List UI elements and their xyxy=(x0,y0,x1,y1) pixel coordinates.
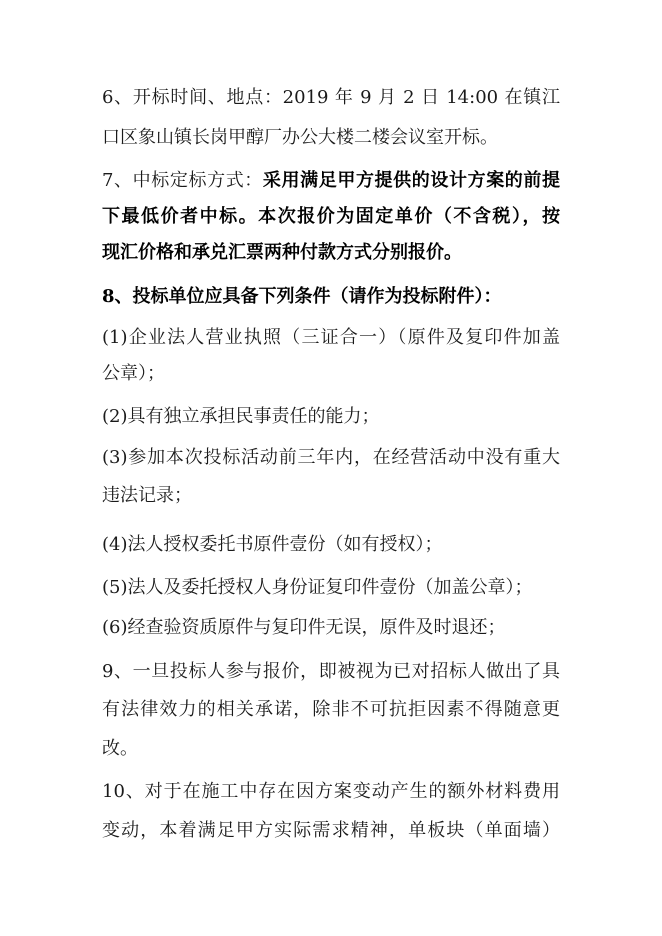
paragraph-9-line-1: 9、一旦投标人参与报价，即被视为已对招标人做出了具 xyxy=(102,661,560,682)
condition-1-line-2: 公章）； xyxy=(102,363,165,384)
condition-3-line-1: (3)参加本次投标活动前三年内，在经营活动中没有重大 xyxy=(102,447,560,468)
paragraph-9-line-3: 改。 xyxy=(102,738,138,759)
condition-2: (2)具有独立承担民事责任的能力； xyxy=(102,406,380,427)
paragraph-7-bold-text: 采用满足甲方提供的设计方案的前提 xyxy=(262,170,560,191)
paragraph-7-line-3: 现汇价格和承兑汇票两种付款方式分别报价。 xyxy=(102,242,462,263)
paragraph-10-line-1: 10、对于在施工中存在因方案变动产生的额外材料费用 xyxy=(102,781,560,802)
condition-4: (4)法人授权委托书原件壹份（如有授权）； xyxy=(102,534,443,555)
paragraph-9-line-2: 有法律效力的相关承诺，除非不可抗拒因素不得随意更 xyxy=(102,699,560,720)
paragraph-10-line-2: 变动，本着满足甲方实际需求精神，单板块（单面墙） xyxy=(102,820,560,841)
paragraph-7-label: 7、中标定标方式： xyxy=(102,170,263,191)
condition-6: (6)经查验资质原件与复印件无误，原件及时退还； xyxy=(102,617,506,638)
paragraph-7-line-1 xyxy=(102,168,560,194)
paragraph-6-line-1: 6、开标时间、地点：2019 年 9 月 2 日 14:00 在镇江 xyxy=(102,87,560,108)
condition-1-line-1: (1)企业法人营业执照（三证合一）（原件及复印件加盖 xyxy=(102,327,560,348)
paragraph-7-line-2: 下最低价者中标。本次报价为固定单价（不含税），按 xyxy=(102,206,560,227)
condition-5: (5)法人及委托授权人身份证复印件壹份（加盖公章）； xyxy=(102,577,533,598)
paragraph-8-heading: 8、投标单位应具备下列条件（请作为投标附件）： xyxy=(102,286,502,307)
condition-3-line-2: 违法记录； xyxy=(102,485,192,506)
paragraph-6-line-2: 口区象山镇长岗甲醇厂办公大楼二楼会议室开标。 xyxy=(102,127,498,148)
